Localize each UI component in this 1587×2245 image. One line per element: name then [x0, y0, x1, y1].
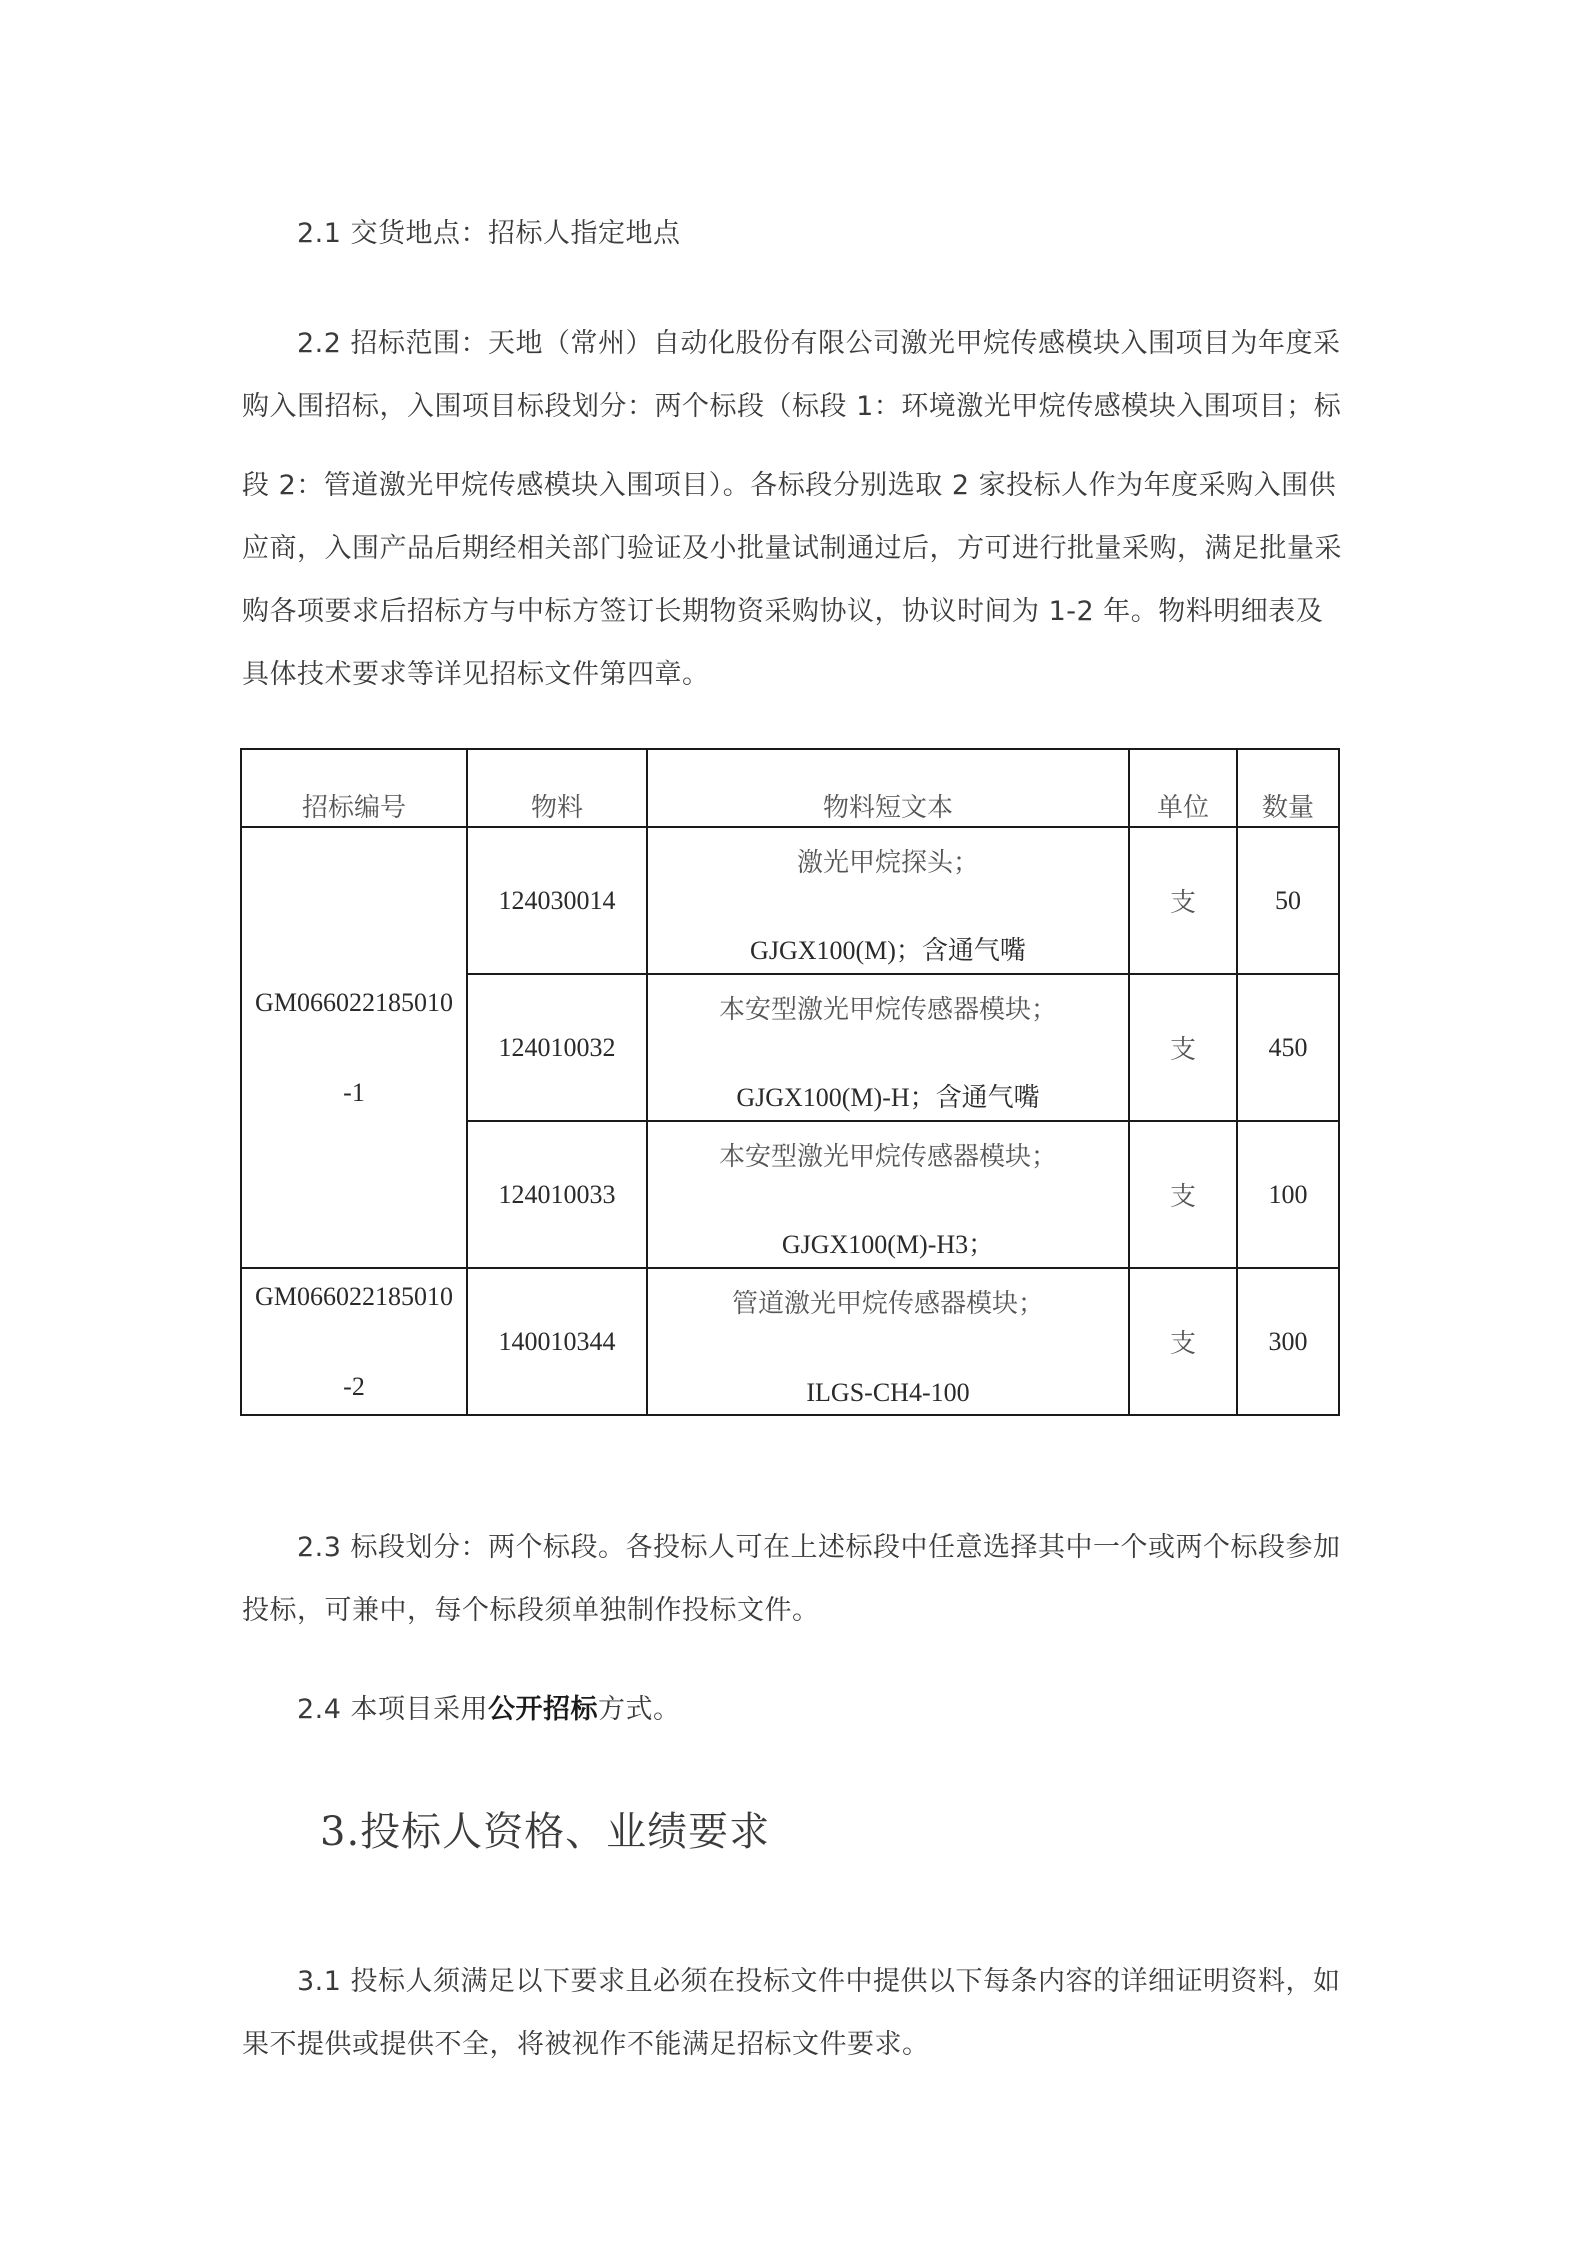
material-text-cell	[647, 974, 1129, 1121]
paragraph-2-4	[242, 1678, 1362, 1741]
material-cell: 124010033	[467, 1121, 647, 1268]
clause-number: 3.1	[297, 1966, 342, 1997]
unit-cell: 支	[1129, 974, 1237, 1121]
section-heading: 3.投标人资格、业绩要求	[320, 1809, 771, 1855]
unit-cell: 支	[1129, 827, 1237, 974]
material-cell: 124010032	[467, 974, 647, 1121]
paragraph-line	[242, 1516, 1362, 1579]
quantity-cell: 300	[1237, 1268, 1339, 1415]
material-text-cell	[647, 827, 1129, 974]
material-table	[240, 748, 1340, 1416]
material-text-line: 管道激光甲烷传感器模块；	[731, 1289, 1044, 1319]
material-text-cell	[647, 1121, 1129, 1268]
paragraph-line: 购入围招标，入围项目标段划分：两个标段（标段 1：环境激光甲烷传感模块入围项目；标	[242, 391, 1342, 422]
paragraph-line: 具体技术要求等详见招标文件第四章。	[242, 659, 710, 690]
clause-number: 2.4	[297, 1694, 342, 1725]
paragraph-2-2	[242, 312, 1362, 706]
material-text-line: ILGS-CH4-100	[806, 1378, 970, 1407]
table-header-row	[241, 749, 1339, 827]
quantity-cell: 100	[1237, 1121, 1339, 1268]
header-quantity: 数量	[1237, 749, 1339, 827]
bid-code-cell	[241, 827, 467, 1268]
clause-text: 方式。	[598, 1694, 681, 1725]
bid-code	[242, 1282, 466, 1402]
paragraph-2-1	[242, 202, 1362, 265]
clause-text: 交货地点：招标人指定地点	[341, 218, 681, 249]
paragraph-line: 应商，入围产品后期经相关部门验证及小批量试制通过后，方可进行批量采购，满足批量采	[242, 533, 1342, 564]
bid-code	[242, 988, 466, 1108]
clause-number: 2.1	[297, 218, 342, 249]
bid-code-line: GM066022185010	[255, 987, 453, 1017]
paragraph-2-3	[242, 1516, 1362, 1642]
paragraph-line: 投标，可兼中，每个标段须单独制作投标文件。	[242, 1595, 820, 1626]
table-row	[241, 827, 1339, 974]
unit-cell: 支	[1129, 1121, 1237, 1268]
header-material-text: 物料短文本	[647, 749, 1129, 827]
material-cell: 140010344	[467, 1268, 647, 1415]
clause-text: 本项目采用	[341, 1694, 489, 1725]
paragraph-line	[242, 1950, 1362, 2013]
clause-text: 标段划分：两个标段。各投标人可在上述标段中任意选择其中一个或两个标段参加	[341, 1532, 1341, 1563]
material-text-line: 激光甲烷探头；	[796, 848, 979, 878]
paragraph-3-1	[242, 1950, 1362, 2076]
clause-number: 2.3	[297, 1532, 342, 1563]
paragraph-line	[242, 312, 1362, 375]
paragraph-line: 果不提供或提供不全，将被视作不能满足招标文件要求。	[242, 2029, 930, 2060]
header-bid-code: 招标编号	[241, 749, 467, 827]
unit-cell: 支	[1129, 1268, 1237, 1415]
clause-text: 投标人须满足以下要求且必须在投标文件中提供以下每条内容的详细证明资料，如	[341, 1966, 1341, 1997]
material-text-line: 本安型激光甲烷传感器模块；	[718, 1142, 1057, 1172]
paragraph-line	[242, 202, 1362, 265]
quantity-cell: 450	[1237, 974, 1339, 1121]
header-unit: 单位	[1129, 749, 1237, 827]
material-text-line: GJGX100(M)-H；含通气嘴	[736, 1083, 1040, 1112]
bold-term: 公开招标	[488, 1694, 599, 1725]
clause-number: 2.2	[297, 328, 342, 359]
paragraph-line	[242, 1678, 1362, 1741]
bid-code-line: GM066022185010	[255, 1281, 453, 1311]
material-cell: 124030014	[467, 827, 647, 974]
paragraph-line: 段 2：管道激光甲烷传感模块入围项目）。各标段分别选取 2 家投标人作为年度采购入围供	[242, 470, 1337, 501]
bid-code-cell	[241, 1268, 467, 1415]
material-text-cell	[647, 1268, 1129, 1415]
bid-code-line: -2	[343, 1371, 365, 1401]
quantity-cell: 50	[1237, 827, 1339, 974]
material-text-line: GJGX100(M)；含通气嘴	[750, 936, 1026, 965]
table-row	[241, 1268, 1339, 1415]
material-text-line: 本安型激光甲烷传感器模块；	[718, 995, 1057, 1025]
clause-text: 招标范围：天地（常州）自动化股份有限公司激光甲烷传感模块入围项目为年度采	[341, 328, 1341, 359]
bid-code-line: -1	[343, 1077, 365, 1107]
material-text-line: GJGX100(M)-H3；	[781, 1230, 995, 1259]
header-material: 物料	[467, 749, 647, 827]
paragraph-line: 购各项要求后招标方与中标方签订长期物资采购协议，协议时间为 1-2 年。物料明细表及	[242, 596, 1324, 627]
